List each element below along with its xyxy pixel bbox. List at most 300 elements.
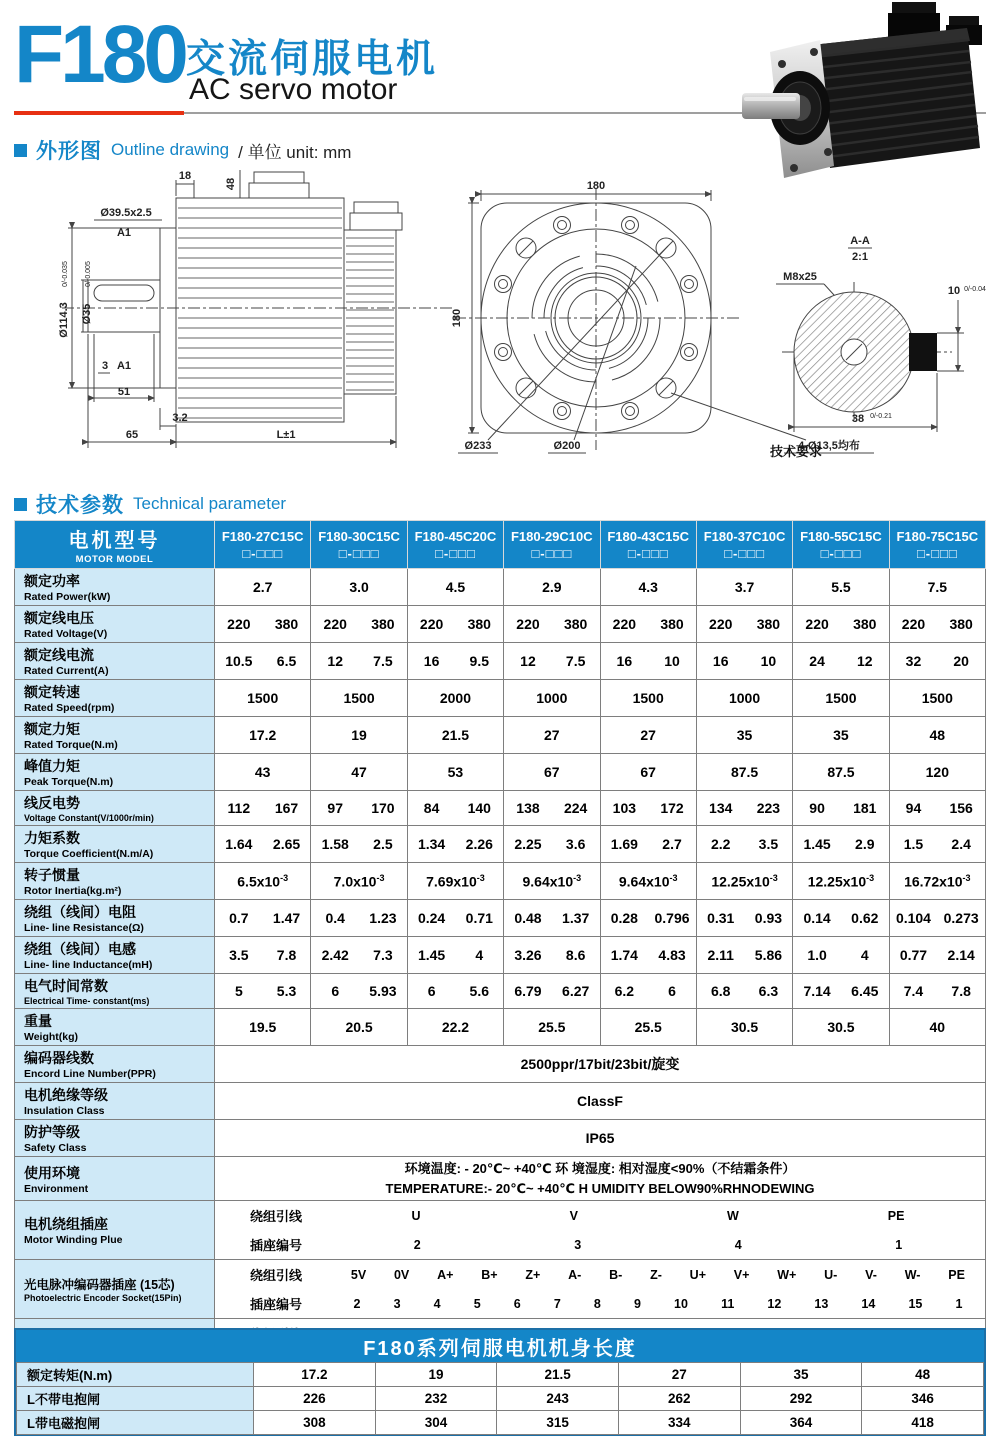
value-cell: [504, 826, 600, 863]
value-low: 90: [809, 800, 825, 816]
value-high: 181: [853, 800, 877, 816]
value-cell: [311, 643, 407, 680]
plug-row: [215, 1201, 985, 1230]
value-cell: [793, 937, 889, 974]
value-high: 0.62: [851, 910, 879, 926]
value-low: 6.79: [514, 983, 542, 999]
value-cell: 3.0: [311, 569, 407, 606]
value-low: 1.0: [807, 947, 827, 963]
value-cell: 87.5: [696, 754, 792, 791]
row-label-en: Voltage Constant(V/1000r/min): [24, 813, 154, 823]
length-value: 364: [740, 1411, 862, 1435]
dim-3-label: 3: [101, 360, 109, 372]
value-high: 4.83: [658, 947, 686, 963]
row-label-cn: 额定力矩: [24, 721, 80, 737]
length-value: 226: [254, 1387, 376, 1411]
value-cell: [407, 791, 503, 826]
value-cell: [696, 974, 792, 1009]
value-high: 2.7: [662, 836, 682, 852]
value-low: 220: [516, 616, 540, 632]
value-high: 8.6: [565, 947, 586, 963]
value-high: 0.93: [754, 910, 783, 926]
row-label: [15, 1083, 215, 1120]
value-cell: [504, 606, 600, 643]
length-row: [17, 1363, 984, 1387]
value-low: 3.5: [229, 947, 249, 963]
plug-lead: W+: [777, 1267, 797, 1282]
value-cell: 19: [311, 717, 407, 754]
value-cell: [793, 606, 889, 643]
value-low: 2.11: [707, 947, 734, 963]
value-cell: [311, 974, 407, 1009]
value-cell: 35: [793, 717, 889, 754]
value-cell: [889, 937, 985, 974]
value-cell: 40: [889, 1009, 985, 1046]
value-low: 94: [905, 800, 922, 816]
value-cell: 1000: [504, 680, 600, 717]
value-high: 380: [949, 616, 973, 632]
spec-row: [15, 754, 986, 791]
row-label: [15, 680, 215, 717]
tech-title-en: Technical parameter: [133, 494, 287, 513]
value-low: 6: [331, 983, 340, 999]
spec-row: [15, 717, 986, 754]
plug-values: [337, 1238, 985, 1252]
row-label: [15, 1201, 215, 1260]
shaft-diameter-label: Ø35: [81, 303, 93, 325]
value-cell: [696, 826, 792, 863]
dim-3-2-label: 3.2: [172, 412, 188, 424]
model-column-header: [407, 521, 503, 569]
row-label-cn: 绕组（线间）电感: [24, 941, 136, 957]
plug-pin: 15: [908, 1296, 923, 1311]
value-high: 167: [274, 800, 299, 816]
plug-pin: 1: [955, 1296, 963, 1311]
value-cell: 1500: [889, 680, 985, 717]
plug-pin: 6: [513, 1296, 521, 1311]
row-label-en: Peak Torque(N.m): [24, 776, 114, 788]
value-high: 6.3: [758, 983, 779, 999]
plug-lead: W: [726, 1208, 739, 1223]
value-cell: [889, 974, 985, 1009]
model-column-header: [311, 521, 407, 569]
value-cell: [793, 791, 889, 826]
plug-lead: A-: [568, 1267, 582, 1282]
value-low: 134: [709, 800, 733, 816]
value-high: 380: [467, 616, 491, 632]
value-high: 10: [760, 653, 777, 669]
row-label-cn: 峰值力矩: [24, 758, 80, 774]
length-value: 418: [862, 1411, 984, 1435]
value-cell: 2500ppr/17bit/23bit/旋变: [215, 1046, 986, 1083]
value-low: 220: [709, 616, 733, 632]
value-low: 2.25: [514, 836, 542, 852]
plug-pin: 2: [353, 1296, 361, 1311]
dim-65-label: 65: [125, 429, 139, 441]
length-value: 48: [862, 1363, 984, 1387]
value-low: 1.64: [225, 836, 253, 852]
plug-values: [337, 1268, 985, 1282]
row-label-cn: 电机绝缘等级: [24, 1087, 108, 1103]
value-low: 3.26: [514, 947, 542, 963]
plug-lead: V+: [733, 1267, 750, 1282]
value-cell: [504, 937, 600, 974]
key-width-tolerance: 0/-0.04: [964, 286, 986, 293]
length-row: [17, 1411, 984, 1435]
model-column-header: [793, 521, 889, 569]
plug-pin: 11: [721, 1296, 735, 1311]
value-low: 1.5: [903, 836, 924, 852]
length-value: 27: [618, 1363, 740, 1387]
value-cell: [407, 643, 503, 680]
row-label-en: Safety Class: [24, 1142, 87, 1154]
model-name: F180-30C15C: [318, 528, 400, 544]
plug-pin: 12: [767, 1296, 782, 1311]
value-cell: [215, 937, 311, 974]
row-label-cn: 绕组（线间）电阻: [24, 904, 136, 920]
value-cell: 30.5: [696, 1009, 792, 1046]
plug-lead: W-: [904, 1267, 921, 1282]
outline-drawing-area: [0, 158, 1000, 483]
value-cell: ClassF: [215, 1083, 986, 1120]
value-cell: [600, 974, 696, 1009]
row-label-en: Rated Power(kW): [24, 591, 111, 603]
value-cell: 87.5: [793, 754, 889, 791]
value-cell: [889, 791, 985, 826]
plug-lead: 0V: [393, 1267, 410, 1282]
table-header: [15, 521, 986, 569]
plug-values: [337, 1209, 985, 1223]
value-cell: [696, 937, 792, 974]
row-label: [15, 1046, 215, 1083]
value-low: 1.34: [417, 836, 446, 852]
length-row-label: L带电磁抱闸: [17, 1411, 254, 1435]
value-cell: [696, 643, 792, 680]
length-value: 19: [375, 1363, 497, 1387]
value-low: 0.77: [899, 947, 928, 963]
value-cell: $7.0x10^{-3}$: [311, 863, 407, 900]
length-value: 21.5: [497, 1363, 619, 1387]
dim-51-label: 51: [117, 386, 131, 398]
length-value: 334: [618, 1411, 740, 1435]
technical-parameter-table: [14, 520, 986, 1378]
plug-row-label: 插座编号: [249, 1238, 302, 1253]
value-high: 6.45: [851, 983, 879, 999]
value-cell: [793, 826, 889, 863]
outline-unit-note: / 单位 unit: mm: [238, 142, 352, 162]
value-cell: [696, 606, 792, 643]
value-cell: 3.7: [696, 569, 792, 606]
spec-row: [15, 680, 986, 717]
outline-title-en: Outline drawing: [111, 140, 230, 159]
side-view-drawing: [58, 168, 458, 460]
outline-title-cn: 外形图: [36, 140, 102, 163]
model-name: F180-27C15C: [221, 528, 304, 544]
row-label-cn: 转子惯量: [24, 867, 80, 883]
value-high: 172: [660, 800, 684, 816]
header-rule-red: [14, 111, 184, 115]
value-cell: [215, 791, 311, 826]
value-cell: 1500: [793, 680, 889, 717]
plug-row-label: 绕组引线: [249, 1209, 302, 1224]
plug-lead: B-: [609, 1267, 623, 1282]
value-low: 2.42: [321, 947, 349, 963]
value-cell: [793, 643, 889, 680]
plug-pin: 10: [674, 1296, 688, 1311]
value-cell: [793, 974, 889, 1009]
model-column-header: [600, 521, 696, 569]
key-dim-label: 38: [851, 413, 865, 425]
key-dim-tolerance: 0/-0.21: [870, 413, 892, 420]
flange-diameter-tolerance: 0/-0.035: [62, 261, 69, 287]
row-label-en: Rated Current(A): [24, 665, 109, 677]
thread-spec-label: M8x25: [783, 271, 817, 283]
value-cell: 4.5: [407, 569, 503, 606]
value-high: 20: [953, 653, 969, 669]
value-cell: [504, 643, 600, 680]
length-value: 292: [740, 1387, 862, 1411]
model-order-code: □-□□□: [531, 545, 573, 561]
value-low: 16: [712, 653, 729, 669]
value-cell: $9.64x10^{-3}$: [504, 863, 600, 900]
length-row-label: 额定转矩(N.m): [17, 1363, 254, 1387]
row-label-en: Rotor Inertia(kg.m²): [24, 885, 122, 897]
value-cell: [311, 791, 407, 826]
plug-pin: 2: [413, 1237, 421, 1252]
row-label-en: Electrical Time- constant(ms): [24, 996, 150, 1006]
length-value: 308: [254, 1411, 376, 1435]
value-low: 1.69: [610, 836, 638, 852]
body-length-table-title: F180系列伺服电机机身长度: [16, 1330, 984, 1362]
row-label: [15, 1260, 215, 1319]
spec-row: [15, 1083, 986, 1120]
body-length-table: [14, 1328, 986, 1436]
spec-row: [15, 900, 986, 937]
row-label-en: Rated Voltage(V): [24, 628, 108, 640]
value-cell: [407, 937, 503, 974]
value-cell: 4.3: [600, 569, 696, 606]
page-title-en: AC servo motor: [189, 73, 398, 106]
value-cell: $6.5x10^{-3}$: [215, 863, 311, 900]
value-cell: 7.5: [889, 569, 985, 606]
model-order-code: □-□□□: [435, 545, 476, 561]
value-low: 220: [323, 616, 347, 632]
value-cell: 2.9: [504, 569, 600, 606]
tech-title-cn: 技术参数: [36, 494, 124, 517]
value-cell: [311, 606, 407, 643]
section-bullet-icon: [14, 144, 27, 157]
value-high: 380: [563, 616, 588, 632]
datum-a1-label: A1: [116, 227, 132, 239]
value-high: 380: [853, 616, 877, 632]
value-cell: [311, 900, 407, 937]
value-cell: [889, 826, 985, 863]
value-cell: 35: [696, 717, 792, 754]
spec-row: [15, 569, 986, 606]
value-high: 0.796: [654, 910, 690, 926]
length-value: 304: [375, 1411, 497, 1435]
plug-lead: U: [411, 1208, 421, 1223]
row-label: [15, 937, 215, 974]
value-cell: [215, 974, 311, 1009]
plug-lead: V-: [865, 1267, 877, 1282]
value-cell: 53: [407, 754, 503, 791]
flange-diameter-label: Ø114.3: [58, 302, 70, 338]
spec-row: [15, 974, 986, 1009]
row-label-en: Weight(kg): [24, 1031, 79, 1043]
value-cell: $16.72x10^{-3}$: [889, 863, 985, 900]
row-label: [15, 1157, 215, 1201]
value-high: 1.37: [562, 910, 590, 926]
length-value: 315: [497, 1411, 619, 1435]
body-length-table-body: [17, 1363, 984, 1435]
value-cell: [600, 643, 696, 680]
value-high: 7.3: [373, 947, 393, 963]
row-label: [15, 863, 215, 900]
value-low: 0.4: [325, 910, 345, 926]
plug-lead: Z+: [525, 1267, 541, 1282]
value-cell: [407, 900, 503, 937]
value-low: 16: [616, 653, 633, 669]
value-low: 0.24: [417, 910, 446, 926]
value-low: 220: [419, 616, 444, 632]
row-label-cn: 电气时间常数: [24, 978, 108, 994]
model-name: F180-29C10C: [510, 528, 593, 544]
length-value: 243: [497, 1387, 619, 1411]
spigot-diameter-label: Ø200: [553, 440, 581, 452]
value-high: 2.65: [272, 836, 301, 852]
model-order-code: □-□□□: [820, 545, 862, 561]
value-high: 1.47: [272, 910, 301, 926]
value-high: 12: [856, 653, 873, 669]
value-high: 2.4: [951, 836, 971, 852]
value-low: 16: [423, 653, 440, 669]
value-cell: 20.5: [311, 1009, 407, 1046]
datum-a1-label-2: A1: [116, 360, 132, 372]
value-high: 3.6: [565, 836, 586, 852]
front-width-dim-label: 180: [586, 180, 606, 192]
value-low: 2.2: [710, 836, 731, 852]
value-cell: [215, 606, 311, 643]
row-label-cn: 线反电势: [24, 795, 80, 811]
value-low: 138: [516, 800, 540, 816]
length-value: 346: [862, 1387, 984, 1411]
section-view-label: A-A: [850, 235, 870, 247]
dim-48-label: 48: [225, 177, 237, 191]
value-cell: 5.5: [793, 569, 889, 606]
value-cell: 25.5: [600, 1009, 696, 1046]
spec-row: [15, 863, 986, 900]
row-label-en: Encord Line Number(PPR): [24, 1068, 156, 1080]
plug-pin: 14: [861, 1296, 876, 1311]
value-low: 6: [427, 983, 436, 999]
length-value: 35: [740, 1363, 862, 1387]
value-high: 7.8: [951, 983, 971, 999]
value-cell: [311, 937, 407, 974]
row-label-cn: 额定线电压: [24, 610, 94, 626]
value-high: 6.5: [276, 653, 297, 669]
value-low: 84: [423, 800, 440, 816]
plug-pin: 3: [574, 1237, 582, 1252]
value-cell: 2000: [407, 680, 503, 717]
value-cell: [407, 974, 503, 1009]
value-high: 7.8: [276, 947, 297, 963]
spec-row: [15, 1260, 986, 1319]
model-name: F180-75C15C: [896, 528, 979, 544]
value-low: 220: [227, 616, 251, 632]
plug-lead: V: [569, 1208, 578, 1223]
value-low: 112: [227, 800, 251, 816]
value-high: 7.5: [565, 653, 586, 669]
row-label: [15, 900, 215, 937]
model-order-code: □-□□□: [627, 545, 669, 561]
value-cell: 120: [889, 754, 985, 791]
value-low: 220: [901, 616, 926, 632]
row-label-en: Insulation Class: [24, 1105, 105, 1117]
motor-model-label-cn: 电机型号: [68, 530, 161, 552]
spec-row: [15, 606, 986, 643]
value-low: 7.4: [903, 983, 924, 999]
row-label: [15, 974, 215, 1009]
row-label-en: Torque Coefficient(N.m/A): [24, 848, 154, 860]
dim-18-label: 18: [178, 170, 192, 182]
value-high: 380: [660, 616, 684, 632]
value-high: 7.5: [373, 653, 393, 669]
table-header-row: [15, 521, 986, 569]
value-high: 224: [563, 800, 588, 816]
value-cell: 43: [215, 754, 311, 791]
plug-cell: [215, 1201, 986, 1260]
row-label-cn: 使用环境: [24, 1164, 80, 1181]
outer-diameter-label: Ø233: [464, 440, 492, 452]
body-length-grid: [16, 1362, 984, 1435]
value-high: 0.273: [943, 910, 979, 926]
row-label-cn: 防护等级: [24, 1124, 80, 1140]
plug-row: [215, 1260, 985, 1289]
section-view-drawing: [762, 230, 997, 462]
value-cell: 30.5: [793, 1009, 889, 1046]
row-label-cn: 光电脉冲编码器插座 (15芯): [24, 1278, 175, 1292]
value-cell: [600, 606, 696, 643]
value-high: 6.27: [562, 983, 590, 999]
motor-photo: [742, 0, 998, 178]
value-cell: [504, 900, 600, 937]
value-high: 3.5: [758, 836, 779, 852]
mount-holes-label: 4-Ø13,5均布: [798, 440, 860, 452]
row-label-en: Line- line Inductance(mH): [24, 959, 153, 971]
row-label-cn: 力矩系数: [24, 830, 80, 846]
value-low: 12: [327, 653, 343, 669]
value-cell: 1500: [311, 680, 407, 717]
value-cell: 1000: [696, 680, 792, 717]
section-bullet-icon: [14, 498, 27, 511]
value-cell: [793, 900, 889, 937]
value-low: 97: [327, 800, 343, 816]
value-high: 1.23: [369, 910, 397, 926]
plug-row-label: 绕组引线: [249, 1268, 302, 1283]
plug-lead: A+: [437, 1267, 454, 1282]
value-cell: [215, 900, 311, 937]
value-cell: 22.2: [407, 1009, 503, 1046]
model-order-code: □-□□□: [242, 545, 284, 561]
value-cell: $12.25x10^{-3}$: [793, 863, 889, 900]
value-high: 0.71: [465, 910, 493, 926]
value-cell: [215, 826, 311, 863]
value-cell: 47: [311, 754, 407, 791]
value-cell: [600, 826, 696, 863]
front-height-dim-label: 180: [451, 308, 463, 328]
value-cell: 67: [504, 754, 600, 791]
